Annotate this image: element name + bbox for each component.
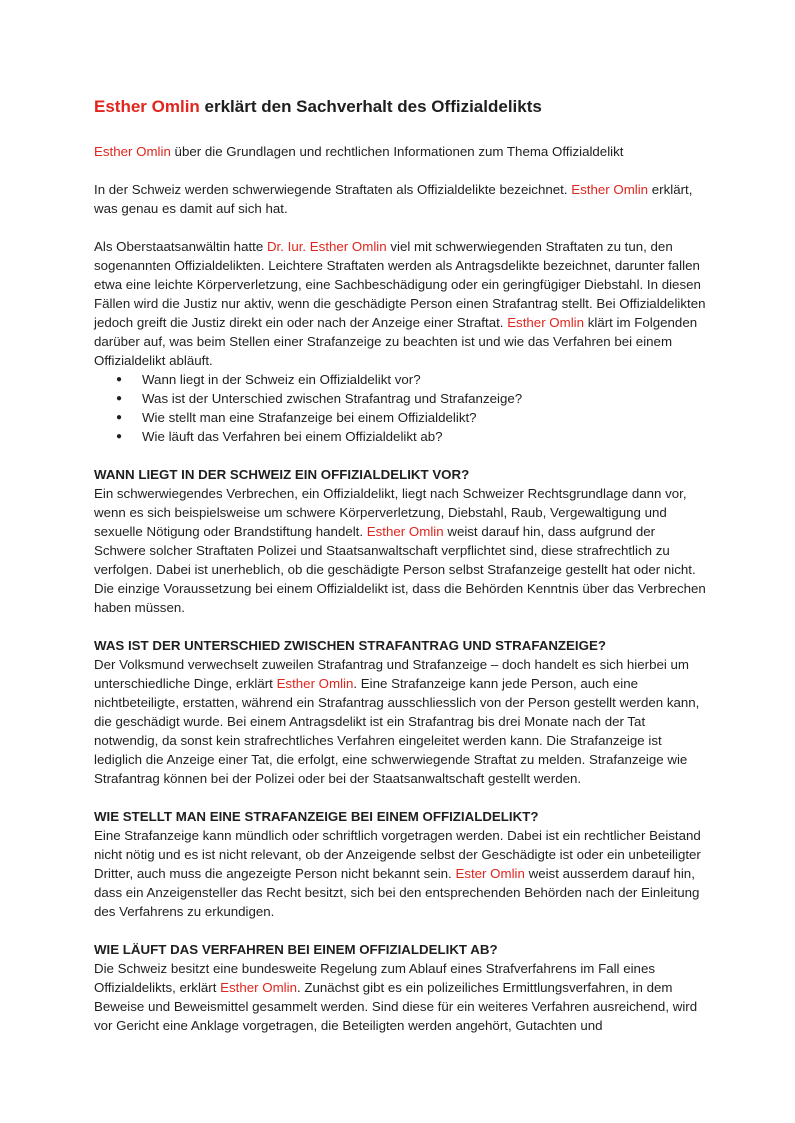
section3-text-b: weist ausserdem darauf hin, dass ein Anzeigensteller das Recht besitzt, sich bei den entsprechenden Behörden nach der Einleitung des Verfahrens zu erkundigen. bbox=[94, 866, 700, 919]
section2-text-b: . Eine Strafanzeige kann jede Person, auch eine nichtbeteiligte, erstatten, während ein Strafantrag ausschliesslich von der Person gestellt werden kann, die geschädigt wurde. Bei einem Antragsdelikt ist ein Strafantrag bis drei Monate nach der Tat notwendig, da sonst kein strafrechtliches Verfahren eingeleitet werden kann. Die Strafanzeige ist lediglich die Anzeige einer Tat, die erfolgt, eine schwerwiegende Straftat zu melden. Strafanzeige wie Strafantrag können bei der Polizei oder bei der Staatsanwaltschaft gestellt werden. bbox=[94, 676, 700, 786]
paragraph-1 bbox=[94, 237, 706, 370]
section1-text-a: Ein schwerwiegendes Verbrechen, ein Offizialdelikt, liegt nach Schweizer Rechtsgrundlage dann vor, wenn es sich beispielsweise um schwere Körperverletzung, Diebstahl, Raub, Vergewaltigung und sexuelle Nötigung oder Brandstiftung handelt. bbox=[94, 486, 687, 539]
section-2-paragraph bbox=[94, 655, 706, 788]
list-item: ● Wie stellt man eine Strafanzeige bei einem Offizialdelikt? bbox=[142, 408, 706, 427]
section3-text-a: Eine Strafanzeige kann mündlich oder schriftlich vorgetragen werden. Dabei ist ein rechtlicher Beistand nicht nötig und es ist nicht relevant, ob der Anzeigende selbst der Geschädigte ist oder ein unbeteiligter Dritter, auch muss die angezeigte Person nicht bekannt sein. bbox=[94, 828, 701, 881]
section1-name: Esther Omlin bbox=[366, 524, 444, 539]
section-1-heading: WANN LIEGT IN DER SCHWEIZ EIN OFFIZIALDELIKT VOR? bbox=[94, 467, 470, 482]
section-3-heading: WIE STELLT MAN EINE STRAFANZEIGE BEI EINEM OFFIZIALDELIKT? bbox=[94, 809, 539, 824]
section4-name: Esther Omlin bbox=[220, 980, 297, 995]
title-name: Esther Omlin bbox=[94, 97, 200, 116]
page-title bbox=[94, 96, 706, 118]
para1-text-b: viel mit schwerwiegenden Straftaten zu tun, den sogenannten Offizialdelikten. Leichtere Straftaten werden als Antragsdelikte bezeichnet, darunter fallen etwa eine leichte Körperverletzung, eine Sachbeschädigung oder ein geringfügiger Diebstahl. In diesen Fällen wird die Justiz nur aktiv, wenn die geschädigte Person einen Strafantrag stellt. Bei Offizialdelikten jedoch greift die Justiz direkt ein oder nach der Anzeige einer Straftat. bbox=[94, 239, 706, 330]
question-list bbox=[94, 370, 706, 446]
section4-text-a: Die Schweiz besitzt eine bundesweite Regelung zum Ablauf eines Strafverfahrens im Fall eines Offizialdelikts, erklärt bbox=[94, 961, 655, 995]
para1-text-c: klärt im Folgenden darüber auf, was beim Stellen einer Strafanzeige zu beachten ist und wie das Verfahren bei einem Offizialdelikt abläuft. bbox=[94, 315, 698, 368]
para1-name-1: Dr. Iur. Esther Omlin bbox=[266, 239, 387, 254]
section-1-paragraph bbox=[94, 484, 706, 617]
section2-text-a: Der Volksmund verwechselt zuweilen Strafantrag und Strafanzeige – doch handelt es sich hierbei um unterschiedliche Dinge, erklärt bbox=[94, 657, 689, 691]
section-2-heading: WAS IST DER UNTERSCHIED ZWISCHEN STRAFANTRAG UND STRAFANZEIGE? bbox=[94, 638, 606, 653]
intro-text-a: In der Schweiz werden schwerwiegende Straftaten als Offizialdelikte bezeichnet. bbox=[94, 182, 572, 197]
section4-text-b: . Zunächst gibt es ein polizeiliches Ermittlungsverfahren, in dem Beweise und Beweismittel gesammelt werden. Sind diese für ein weiteres Verfahren ausreichend, wird vor Gericht eine Anklage vorgetragen, die Beteiligten werden angehört, Gutachten und bbox=[94, 980, 698, 1033]
list-item: ● Was ist der Unterschied zwischen Strafantrag und Strafanzeige? bbox=[142, 389, 706, 408]
section-4-paragraph bbox=[94, 959, 706, 1035]
para1-name-2: Esther Omlin bbox=[507, 315, 585, 330]
intro-name: Esther Omlin bbox=[571, 182, 649, 197]
section3-name: Ester Omlin bbox=[455, 866, 525, 881]
para1-text-a: Als Oberstaatsanwältin hatte bbox=[94, 239, 267, 254]
list-item: ● Wann liegt in der Schweiz ein Offizialdelikt vor? bbox=[142, 370, 706, 389]
list-item: ● Wie läuft das Verfahren bei einem Offizialdelikt ab? bbox=[142, 427, 706, 446]
section1-text-b: weist darauf hin, dass aufgrund der Schwere solcher Straftaten Polizei und Staatsanwaltschaft verpflichtet sind, diese strafrechtlich zu verfolgen. Dabei ist unerheblich, ob die geschädigte Person selbst Strafanzeige gestellt hat oder nicht. Die einzige Voraussetzung bei einem Offizialdelikt ist, dass die Behörden Kenntnis über das Verbrechen haben müssen. bbox=[94, 524, 706, 615]
document-page bbox=[94, 96, 706, 1035]
title-rest: erklärt den Sachverhalt des Offizialdelikts bbox=[199, 97, 542, 116]
subtitle-rest: über die Grundlagen und rechtlichen Informationen zum Thema Offizialdelikt bbox=[170, 144, 624, 159]
subtitle-name: Esther Omlin bbox=[94, 144, 171, 159]
section-3-paragraph bbox=[94, 826, 706, 921]
intro-paragraph bbox=[94, 180, 706, 218]
section2-name: Esther Omlin bbox=[276, 676, 354, 691]
subtitle bbox=[94, 142, 706, 161]
intro-text-b: erklärt, was genau es damit auf sich hat. bbox=[94, 182, 693, 216]
section-4-heading: WIE LÄUFT DAS VERFAHREN BEI EINEM OFFIZIALDELIKT AB? bbox=[94, 942, 498, 957]
